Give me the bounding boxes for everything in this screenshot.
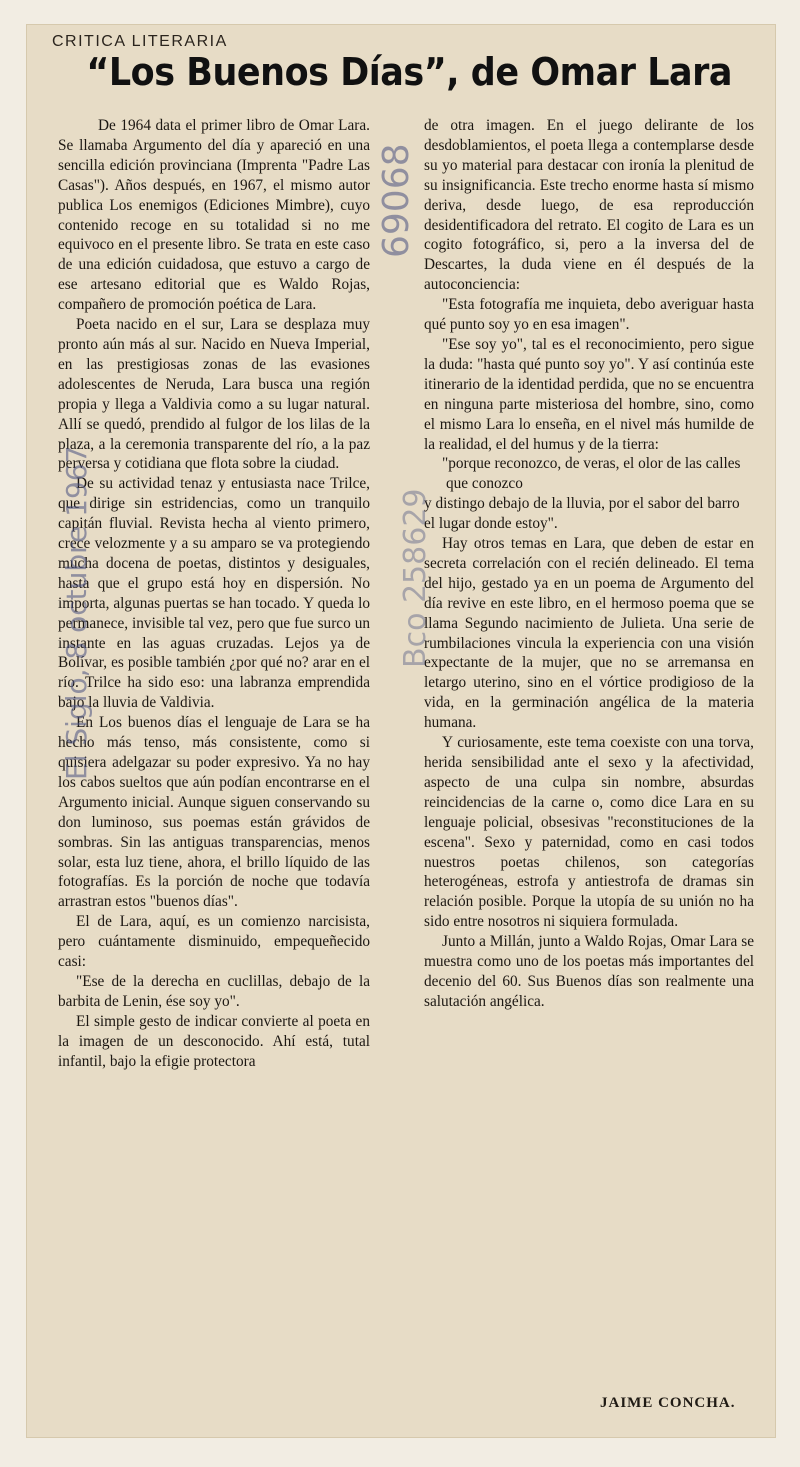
right-column	[424, 116, 754, 1012]
paragraph: Y curiosamente, este tema coexiste con una torva, herida sensibilidad ante el sexo y la afectividad, aspecto de una culpa sin nombre, absurdas reincidencias de la carne o, como dice Lara en su lenguaje policial, obsesivas "reconstituciones de la escena". Sexo y paternidad, como en casi todos nuestros poetas chilenos, son categorías heterogéneas, estrofa y antiestrofa de dramas sin relación posible. Porque la utopía de su unión no ha sido entre nosotros ni siquiera formulada.	[424, 734, 754, 931]
paragraph: Junto a Millán, junto a Waldo Rojas, Omar Lara se muestra como uno de los poetas más importantes del decenio del 60. Sus Buenos días son realmente una salutación angélica.	[424, 933, 754, 1010]
paragraph: De su actividad tenaz y entusiasta nace Trilce, que dirige sin estridencias, como un tranquilo capitán fluvial. Revista hecha al viento primero, crece velozmente y a su amparo se va protegiendo mucha docena de poetas, distintos y desiguales, hasta que el grupo está hoy en dispersión. No importa, algunas puertas se han tocado. Y queda lo permanece, invisible tal vez, pero que fue surco un instante en las aguas cruzadas. Lejos ya de Bolívar, es posible también ¿por qué no? arar en el río. Trilce ha sido eso: una labranza emprendida bajo la lluvia de Valdivia.	[58, 475, 370, 712]
paragraph: El simple gesto de indicar convierte al poeta en la imagen de un desconocido. Ahí está, tutal infantil, bajo la efigie protectora	[58, 1012, 370, 1070]
headline: “Los Buenos Días”, de Omar Lara	[86, 50, 733, 94]
paragraph: "Ese soy yo", tal es el reconocimiento, pero sigue la duda: "hasta qué punto soy yo". Y así continúa este itinerario de la identidad perdida, que no se encuentra en ninguna parte misteriosa del hombre, sino, como el mismo Lara lo enseña, en el nivel más humilde de la realidad, el del humus y de la tierra:	[424, 335, 754, 453]
quote: "Ese de la derecha en cuclillas, debajo de la barbita de Lenin, ése soy yo".	[58, 972, 370, 1010]
handwritten-annotation: El Siglo, 8 octubre 1967	[60, 445, 93, 780]
left-column	[58, 116, 370, 1072]
section-label: CRITICA LITERARIA	[52, 33, 228, 50]
paragraph: Hay otros temas en Lara, que deben de estar en secreta correlación con el recién delineado. El tema del hijo, gestado ya en un poema de Argumento del día revive en este libro, en el hermoso poema que se llama Segundo nacimiento de Julieta. Una serie de rumbilaciones vincula la experiencia con una visión expectante de la mujer, que no se arremansa en letargo uterino, sino en el vórtice prodigioso de la vida, en la germinación angélica de la materia humana.	[424, 535, 754, 732]
archive-stamp: Bco 258629	[398, 488, 433, 668]
handwritten-number: 69068	[376, 143, 417, 258]
author-signature: JAIME CONCHA.	[600, 1395, 736, 1411]
verse-line: y distingo debajo de la lluvia, por el sabor del barro	[424, 495, 740, 513]
paragraph: de otra imagen. En el juego delirante de los desdoblamientos, el poeta llega a contemplarse desde su yo material para destacar con ironía la plenitud de su insignificancia. Este trecho enorme hasta sí mismo deriva, desde luego, de esa reproducción desidentificadora del retrato. El cogito de Lara es un cogito fotográfico, si, pero a la inversa del de Descartes, la duda viene en él después de la autoconciencia:	[424, 117, 754, 294]
paragraph: El de Lara, aquí, es un comienzo narcisista, pero cuántamente disminuido, empequeñecido casi:	[58, 913, 370, 971]
quote: "Esta fotografía me inquieta, debo averiguar hasta qué punto soy yo en esa imagen".	[424, 296, 754, 334]
paragraph: De 1964 data el primer libro de Omar Lara. Se llamaba Argumento del día y apareció en una sencilla edición provinciana (Imprenta "Padre Las Casas"). Años después, en 1967, el mismo autor publica Los enemigos (Ediciones Mimbre), cuyo contenido recoge en su totalidad si no me equivoco en el presente libro. Se trata en este caso de una edición cuidadosa, que estuvo a cargo de ese artesano editorial que es Waldo Rojas, compañero de promoción poética de Lara.	[58, 117, 370, 314]
verse-line: "porque reconozco, de veras, el olor de las calles	[442, 455, 741, 473]
paragraph: En Los buenos días el lenguaje de Lara se ha hecho más tenso, más consistente, como si quisiera adelgazar su poder expresivo. Ya no hay los cabos sueltos que aún podían encontrarse en el Argumento inicial. Aunque siguen conservando su don luminoso, sus poemas están grávidos de sombras. Sin las antiguas transparencias, menos solar, esta luz tiene, ahora, el brillo líquido de las fotografías. Es la porción de noche que todavía arrastran estos "buenos días".	[58, 714, 370, 911]
paragraph: Poeta nacido en el sur, Lara se desplaza muy pronto aún más al sur. Nacido en Nueva Imperial, en las prestigiosas zonas de las evasiones adolescentes de Neruda, Lara busca una región propia y llega a Valdivia como a su lugar natural. Allí se quedó, prendido al fulgor de los lilas de la plaza, a la ceremonia transparente del río, a la paz perversa y cotidiana que flota sobre la ciudad.	[58, 316, 370, 473]
verse-line: el lugar donde estoy".	[424, 515, 558, 533]
verse-line: que conozco	[446, 475, 523, 493]
